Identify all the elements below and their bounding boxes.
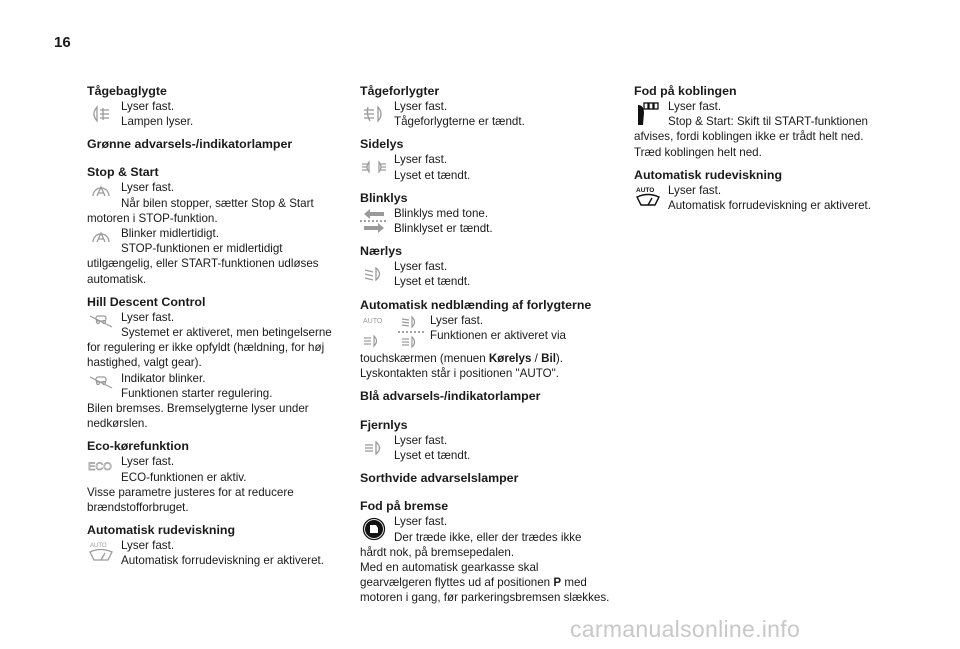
entry-auto-high-beam: AUTO Lyser fast. Funktionen er aktiveret via touchskærmen (menuen Kørelys / Bil). Lyskontakten står i positionen "AUTO". bbox=[360, 313, 566, 380]
entry-stop-start-flashing: Blinker midlertidigt. STOP-funktionen er midlertidigt utilgængelig, eller START-funktionen udløses automatisk. bbox=[87, 227, 319, 286]
heading-indicators: Blinklys bbox=[360, 190, 408, 205]
entry-side-lights: Lyser fast. Lyset et tændt. bbox=[360, 152, 620, 182]
entry-hill-descent-flashing: Indikator blinker. Funktionen starter regulering. Bilen bremses. Bremselygterne lyser under nedkørslen. bbox=[87, 371, 309, 431]
auto-high-beam-icon bbox=[360, 315, 424, 351]
entry-auto-wipers: AUTO Lyser fast. Automatisk forrudeviskning er aktiveret. bbox=[87, 538, 337, 568]
entry-eco: ECO Lyser fast. ECO-funktionen er aktiv. Visse parametre justeres for at reducere brændstofforbruget. bbox=[87, 455, 294, 515]
auto-wiper-icon bbox=[634, 185, 662, 211]
entry-stop-start-steady: Lyser fast. Når bilen stopper, sætter Stop & Start motoren i STOP-funktion. bbox=[87, 181, 314, 225]
heading-auto-wipers: Automatisk rudeviskning bbox=[87, 523, 236, 538]
entry-foot-brake: Lyser fast. Der træde ikke, eller der trædes ikke hårdt nok, på bremsepedalen. Med en automatisk gearkasse skal gearvælgeren flyttes ud af positionen P med motoren i gang, før parkeringsbremsen slækkes. bbox=[360, 515, 610, 605]
page-number: 16 bbox=[54, 34, 71, 51]
entry-auto-wipers-bw: AUTO Lyser fast. Automatisk forrudeviskning er aktiveret. bbox=[636, 183, 871, 213]
stop-start-icon bbox=[87, 228, 115, 246]
heading-dipped-beam: Nærlys bbox=[360, 244, 403, 259]
heading-foot-clutch: Fod på koblingen bbox=[634, 84, 737, 98]
entry-foot-clutch: Lyser fast. Stop & Start: Skift til START-funktionen afvises, fordi koblingen ikke er trådt helt ned. Træd koblingen helt ned. bbox=[634, 100, 868, 159]
turn-indicator-icon bbox=[360, 208, 388, 234]
heading-side-lights: Sidelys bbox=[360, 137, 404, 152]
heading-high-beam: Fjernlys bbox=[360, 418, 408, 433]
heading-hill-descent: Hill Descent Control bbox=[87, 294, 206, 309]
heading-auto-high-beam: Automatisk nedblænding af forlygterne bbox=[360, 297, 592, 312]
column-right bbox=[634, 84, 884, 213]
svg-text:AUTO: AUTO bbox=[636, 186, 655, 194]
column-left bbox=[87, 84, 337, 569]
heading-blue-lamps: Blå advarsels-/indikatorlamper bbox=[360, 389, 541, 404]
svg-text:AUTO: AUTO bbox=[363, 317, 383, 325]
side-lights-icon bbox=[360, 154, 388, 180]
heading-stop-start: Stop & Start bbox=[87, 165, 159, 180]
entry-hill-descent-steady: Lyser fast. Systemet er aktiveret, men betingelserne for regulering er ikke opfyldt (hældning, for høj hastighed, valgt gear). bbox=[87, 310, 332, 370]
column-middle bbox=[360, 84, 620, 606]
front-fog-lamp-icon bbox=[360, 101, 388, 127]
heading-auto-wipers-bw: Automatisk rudeviskning bbox=[634, 167, 783, 182]
rear-fog-lamp-icon bbox=[87, 101, 115, 127]
watermark: carmanualsonline.info bbox=[570, 616, 801, 642]
hill-descent-icon bbox=[87, 312, 115, 330]
heading-front-fog: Tågeforlygter bbox=[360, 84, 440, 98]
heading-foot-brake: Fod på bremse bbox=[360, 499, 449, 514]
heading-green-lamps: Grønne advarsels-/indikatorlamper bbox=[87, 137, 293, 152]
heading-bw-lamps: Sorthvide advarselslamper bbox=[360, 471, 519, 486]
svg-text:ECO: ECO bbox=[88, 461, 112, 474]
entry-rear-fog: Lyser fast. Lampen lyser. bbox=[87, 99, 337, 129]
heading-eco: Eco-kørefunktion bbox=[87, 439, 189, 454]
heading-rear-fog: Tågebaglygte bbox=[87, 84, 167, 98]
entry-front-fog: Lyser fast. Tågeforlygterne er tændt. bbox=[360, 99, 620, 129]
eco-icon bbox=[87, 456, 115, 474]
auto-wiper-icon bbox=[87, 540, 115, 566]
foot-on-clutch-icon bbox=[634, 101, 662, 127]
hill-descent-icon bbox=[87, 373, 115, 391]
entry-dipped-beam: Lyser fast. Lyset et tændt. bbox=[360, 259, 620, 289]
svg-text:AUTO: AUTO bbox=[90, 543, 107, 550]
entry-high-beam: Lyser fast. Lyset et tændt. bbox=[360, 433, 620, 463]
stop-start-icon bbox=[87, 182, 115, 200]
high-beam-icon bbox=[360, 435, 388, 461]
entry-indicators: Blinklys med tone. Blinklyset er tændt. bbox=[360, 206, 620, 236]
dipped-beam-icon bbox=[360, 261, 388, 287]
foot-on-brake-icon bbox=[360, 516, 388, 542]
